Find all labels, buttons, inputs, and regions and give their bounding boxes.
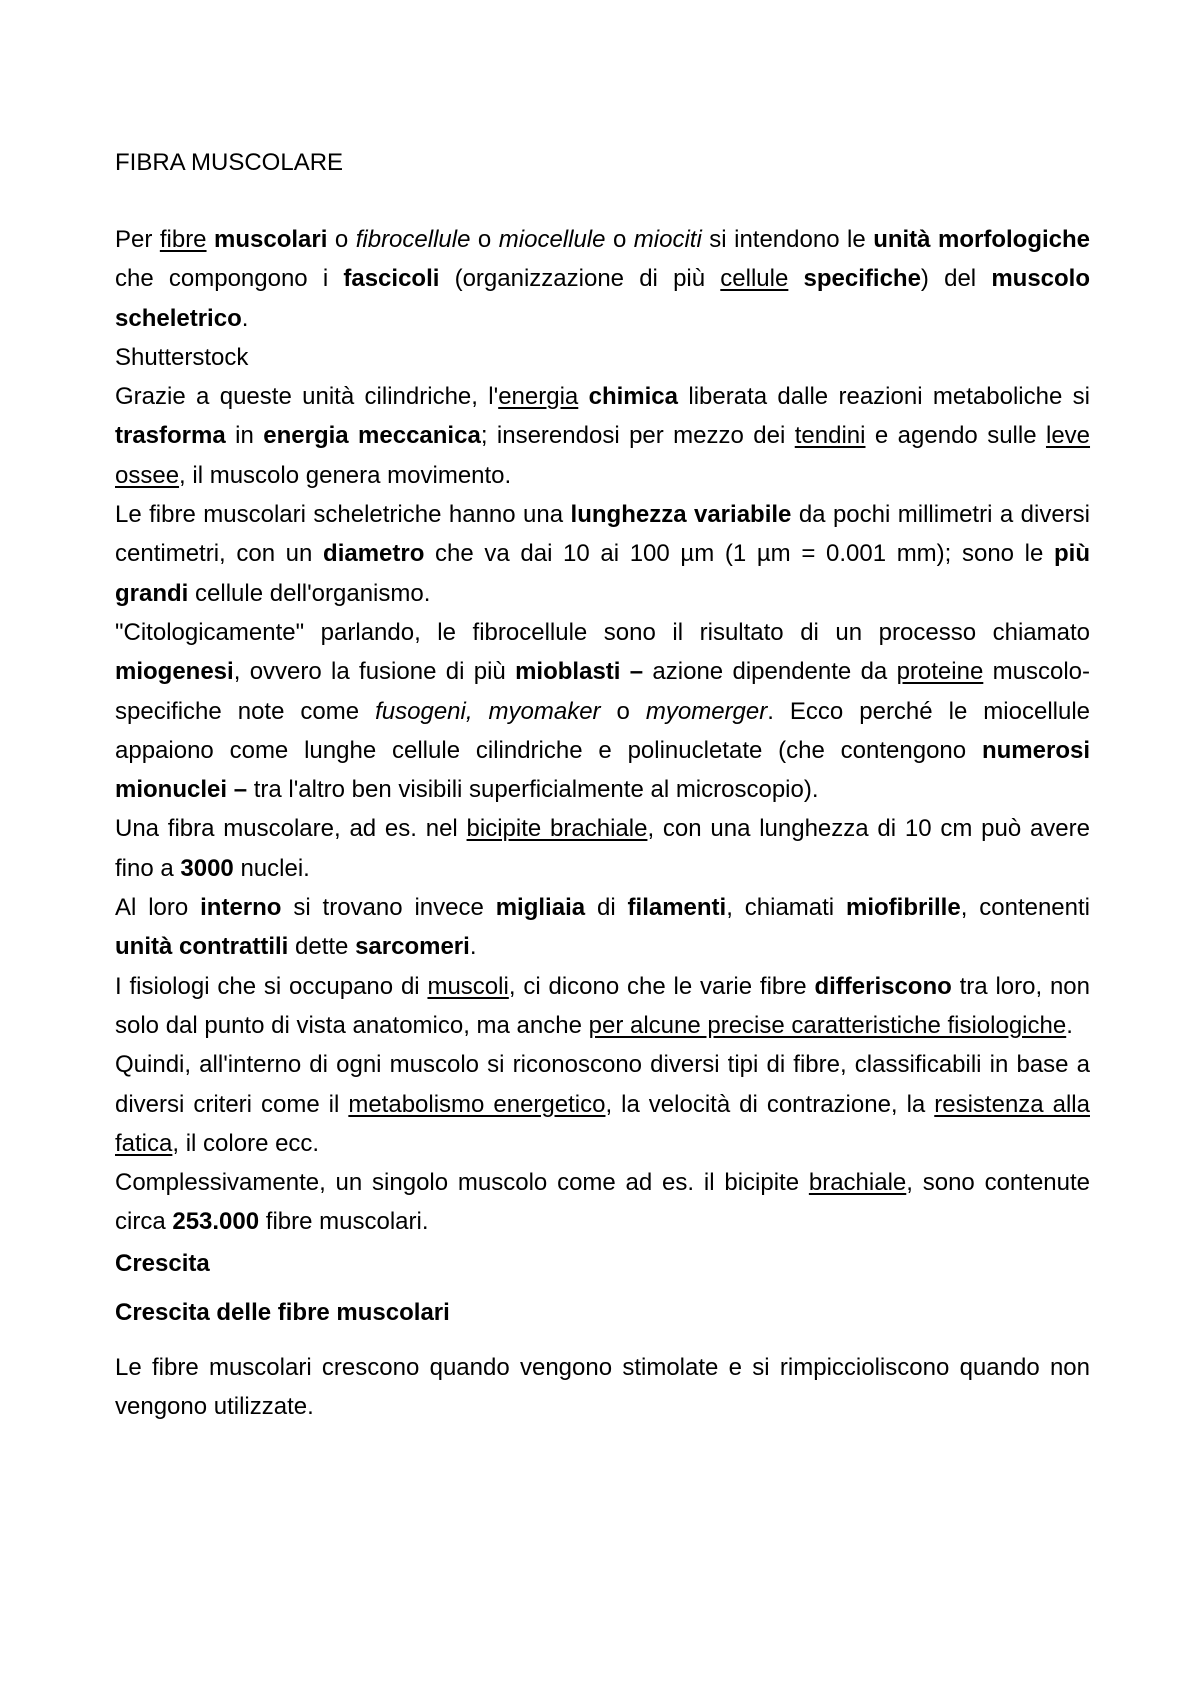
bold-text: muscolo scheletrico (115, 265, 1090, 332)
bold-text: trasforma (115, 422, 226, 450)
closing-paragraph: Le fibre muscolari crescono quando vengono stimolate e si rimpiccioliscono quando non vengono utilizzate. (115, 1353, 1090, 1420)
underlined-link[interactable]: metabolismo energetico (348, 1090, 606, 1118)
bold-text: più grandi (115, 540, 1090, 607)
text-run: Shutterstock (115, 343, 249, 371)
bold-text: differiscono (814, 972, 952, 1000)
text-run: o (605, 226, 634, 253)
text-run: . (1066, 1011, 1073, 1039)
bold-text: energia meccanica (263, 422, 481, 450)
text-run: dette (288, 933, 356, 961)
text-run: che compongono i (115, 265, 344, 293)
text-run: , contenenti (960, 894, 1091, 922)
text-run: I fisiologi che si occupano di (115, 972, 428, 1000)
text-run: o (470, 226, 499, 253)
bold-text: filamenti (627, 894, 727, 922)
text-run: in (225, 422, 264, 450)
underlined-link[interactable]: bicipite brachiale (466, 815, 648, 843)
bold-text: unità contrattili (115, 933, 289, 961)
italic-text: miocellule (498, 226, 606, 253)
text-run: Quindi, all'interno di ogni muscolo si riconoscono diversi tipi di fibre, classificabili in base a diversi criteri come il (115, 1051, 1090, 1118)
text-run: Grazie a queste unità cilindriche, l' (115, 383, 499, 411)
bold-text: mioblasti – (515, 658, 644, 686)
bold-text: fascicoli (343, 265, 440, 293)
bold-text: migliaia (495, 894, 586, 922)
text-run: , con una lunghezza di 10 cm può avere fino a (115, 815, 1090, 882)
text-run: cellule dell'organismo. (188, 579, 431, 607)
bold-text: sarcomeri (355, 933, 470, 961)
bold-text: unità morfologiche (873, 226, 1091, 253)
italic-text: fibrocellule (355, 226, 471, 253)
document-content (115, 146, 1090, 1426)
text-run: tra l'altro ben visibili superficialmente al microscopio). (247, 776, 819, 804)
paragraph (115, 377, 1090, 495)
text-run: Le fibre muscolari scheletriche hanno una (115, 501, 571, 529)
text-run: tra loro, non solo dal punto di vista anatomico, ma anche (115, 972, 1091, 1039)
text-run: , ovvero la fusione di più (233, 658, 516, 686)
bold-text: lunghezza variabile (570, 501, 792, 529)
text-run: Al loro (115, 894, 201, 922)
underlined-link[interactable]: cellule (720, 265, 789, 293)
text-run (788, 265, 803, 292)
bold-text: 3000 (180, 854, 234, 882)
text-run: fibre muscolari. (259, 1208, 429, 1236)
text-run: , la velocità di contrazione, la (605, 1090, 935, 1118)
paragraph-list (115, 220, 1090, 1242)
bold-text: diametro (323, 540, 425, 568)
text-run: liberata dalle reazioni metaboliche si (678, 383, 1090, 411)
text-run: ) del (920, 265, 992, 293)
text-run: , sono contenute circa (115, 1169, 1091, 1236)
text-run: Complessivamente, un singolo muscolo come ad es. il bicipite (115, 1169, 809, 1197)
text-run: Per (115, 226, 160, 253)
underlined-link[interactable]: energia (498, 383, 579, 411)
paragraph (115, 888, 1090, 967)
bold-text: specifiche (803, 265, 921, 293)
text-run: . (241, 304, 249, 332)
paragraph (115, 1045, 1090, 1163)
underlined-link[interactable]: brachiale (808, 1169, 907, 1197)
paragraph (115, 220, 1090, 338)
paragraph (115, 967, 1090, 1046)
text-run: o (327, 226, 356, 253)
text-run: ; inserendosi per mezzo dei (480, 422, 795, 450)
heading-crescita: Crescita (115, 1249, 210, 1277)
text-run: nuclei. (233, 854, 310, 882)
text-run: si trovano invece (281, 894, 496, 922)
bold-text: 253.000 (172, 1208, 260, 1236)
text-run: di (585, 894, 628, 922)
italic-text: miociti (633, 226, 702, 253)
text-run: "Citologicamente" parlando, le fibrocellule sono il risultato di un processo chiamato (115, 618, 1090, 646)
underlined-link[interactable]: fibre (159, 226, 207, 253)
bold-text: numerosi mionuclei – (115, 736, 1090, 804)
text-run: Una fibra muscolare, ad es. nel (115, 815, 467, 843)
underlined-link[interactable]: resistenza alla fatica (115, 1090, 1090, 1157)
text-run: , il muscolo genera movimento. (179, 461, 512, 489)
underlined-link[interactable]: muscoli (427, 972, 509, 1000)
text-run (207, 226, 214, 253)
heading-crescita-fibre: Crescita delle fibre muscolari (115, 1298, 450, 1326)
bold-text: muscolari (214, 226, 328, 253)
paragraph (115, 338, 1090, 377)
text-run: . Ecco perché le miocellule appaiono come lunghe cellule cilindriche e polinucletate (che contengono (115, 697, 1091, 764)
italic-text: myomerger (645, 697, 768, 725)
text-run: che va dai 10 ai 100 µm (1 µm = 0.001 mm); sono le (424, 540, 1054, 568)
text-run: , il colore ecc. (172, 1129, 320, 1157)
underlined-link[interactable]: leve ossee (115, 422, 1091, 489)
text-run: da pochi millimetri a diversi centimetri, con un (115, 501, 1090, 568)
underlined-link[interactable]: proteine (896, 658, 984, 686)
text-run: , ci dicono che le varie fibre (508, 972, 815, 1000)
paragraph (115, 613, 1090, 809)
text-run: azione dipendente da (643, 658, 897, 686)
bold-text: miogenesi (115, 658, 234, 686)
text-run: , chiamati (726, 894, 847, 922)
text-run (578, 383, 588, 410)
paragraph (115, 809, 1090, 888)
text-run: muscolo-specifiche note come (115, 658, 1090, 725)
underlined-link[interactable]: tendini (794, 422, 866, 450)
text-run: o (600, 697, 646, 725)
paragraph (115, 495, 1090, 613)
text-run: . (469, 933, 477, 961)
text-run: (organizzazione di più (439, 265, 721, 293)
text-run: si intendono le (701, 226, 874, 253)
paragraph (115, 1163, 1090, 1242)
document-title: FIBRA MUSCOLARE (115, 149, 344, 176)
underlined-link[interactable]: per alcune precise caratteristiche fisiologiche (588, 1011, 1067, 1039)
bold-text: chimica (588, 383, 679, 411)
bold-text: miofibrille (846, 894, 961, 922)
bold-text: interno (200, 894, 282, 922)
text-run: e agendo sulle (865, 422, 1046, 450)
italic-text: fusogeni, myomaker (375, 697, 601, 725)
